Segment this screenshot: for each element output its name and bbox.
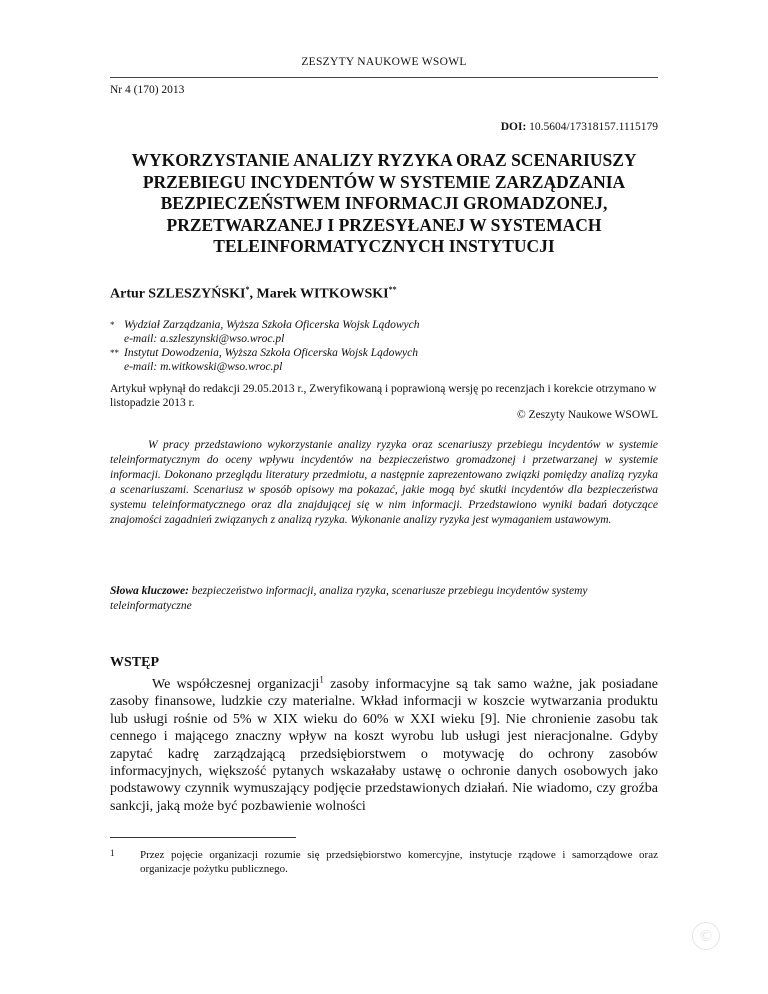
keywords-label: Słowa kluczowe: — [110, 585, 189, 597]
abstract: W pracy przedstawiono wykorzystanie analizy ryzyka oraz scenariuszy przebiegu incydentów w systemie teleinformatycznym do oceny wpływu incydentów na bezpieczeństwo gromadzonej i przetwarzanej w systemie informacji. Dokonano przeglądu literatury przedmiotu, a następnie zaprezentowano związki pomiędzy analizą ryzyka a scenariuszami. Scenariusz w sposób opisowy ma pokazać, jakie mogą być skutki incydentów dla bezpieczeństwa systemu teleinformatycznego oraz dla znajdującej się w nim informacji. Przedstawiono wyniki badań dotyczące znajomości zagadnień związanych z analizą ryzyka. Wykonanie analizy ryzyka jest wymaganiem ustawowym. — [110, 439, 658, 526]
doi-label: DOI: — [500, 121, 527, 133]
authors — [110, 285, 397, 303]
watermark-icon: © — [692, 922, 720, 950]
author-2-mark: ** — [388, 285, 397, 294]
body-paragraph — [110, 676, 658, 815]
affiliation-1 — [110, 318, 420, 346]
footnote-text: Przez pojęcie organizacji rozumie się przedsiębiorstwo komercyjne, instytucje rządowe i samorządowe oraz organizacje pożytku publicznego. — [140, 849, 658, 875]
affiliation-2-org: Instytut Dowodzenia, Wyższa Szkoła Oficerska Wojsk Lądowych — [124, 347, 418, 359]
author-1: Artur SZLESZYŃSKI — [110, 286, 246, 302]
author-1-mark: * — [245, 285, 250, 294]
affiliation-1-email[interactable]: e-mail: a.szleszynski@wso.wroc.pl — [124, 333, 285, 345]
keywords-text: bezpieczeństwo informacji, analiza ryzyka, scenariusze przebiegu incydentów systemy teleinformatyczne — [110, 585, 588, 612]
footnote — [110, 848, 658, 876]
doi[interactable] — [501, 121, 658, 133]
journal-header: ZESZYTY NAUKOWE WSOWL — [301, 56, 467, 68]
affiliation-1-org: Wydział Zarządzania, Wyższa Szkoła Oficerska Wojsk Lądowych — [124, 319, 420, 331]
footnote-divider — [110, 837, 296, 838]
issue-number: Nr 4 (170) 2013 — [110, 84, 185, 96]
section-heading: WSTĘP — [110, 655, 160, 670]
footnote-number: 1 — [110, 848, 115, 858]
affiliation-2-email[interactable]: e-mail: m.witkowski@wso.wroc.pl — [124, 361, 283, 373]
affiliation-2-mark: ** — [110, 348, 119, 358]
article-title: WYKORZYSTANIE ANALIZY RYZYKA ORAZ SCENARIUSZY PRZEBIEGU INCYDENTÓW W SYSTEMIE ZARZĄDZANIA BEZPIECZEŃSTWEM INFORMACJI GROMADZONEJ, PRZETWARZANEJ I PRZESYŁANEJ W SYSTEMACH TELEINFORMATYCZNYCH INSTYTUCJI — [131, 150, 637, 256]
body-text-part-1: We współczesnej organizacji — [152, 677, 320, 692]
doi-value[interactable]: 10.5604/17318157.1115179 — [529, 121, 658, 133]
keywords — [110, 584, 658, 614]
affiliation-2 — [110, 346, 418, 374]
affiliation-1-mark: * — [110, 320, 115, 330]
author-2: Marek WITKOWSKI — [256, 286, 389, 302]
author-separator: , — [249, 286, 257, 302]
received-note: Artykuł wpłynął do redakcji 29.05.2013 r., Zweryfikowaną i poprawioną wersję po recenzjach i korekcie otrzymano w listopadzie 2013 r. — [110, 383, 657, 409]
copyright: © Zeszyty Naukowe WSOWL — [516, 409, 658, 421]
body-text-part-2: zasoby informacyjne są tak samo ważne, jak posiadane zasoby finansowe, ludzkie czy materialne. Wkład informacji w koszcie wytwarzania produktu lub usługi rośnie od 5% w XIX wieku do 60% w XXI wieku [9]. Nie chronienie zasobu tak cennego i mającego znaczny wpływ na koszt wyrobu lub usługi jest nieracjonalne. Gdyby zapytać kadrę zarządzającą przedsiębiorstwem o motywację do ochrony zasobów informacyjnych, większość pytanych wskazałaby ustawę o ochronie danych osobowych jako podstawowy czynnik wymuszający podjęcie przedstawionych działań. Nie wiadomo, czy groźba sankcji, jaką może być pozbawienie wolności — [110, 677, 658, 814]
header-divider — [110, 77, 658, 78]
footnote-reference[interactable]: 1 — [319, 674, 324, 685]
